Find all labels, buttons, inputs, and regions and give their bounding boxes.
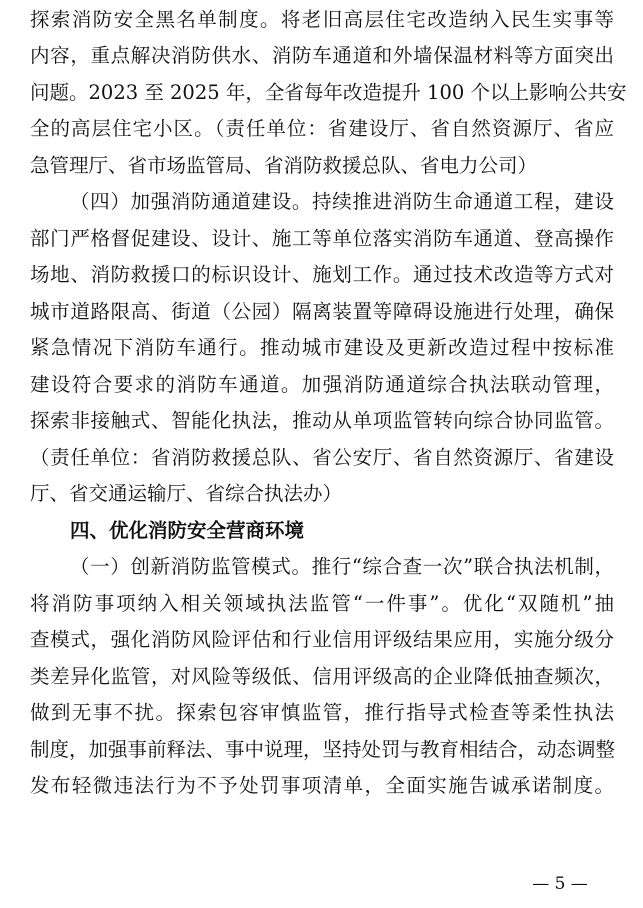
paragraph-line: 建设符合要求的消防车通道。加强消防通道综合执法联动管理， [30, 373, 614, 396]
paragraph-line: 探索非接触式、智能化执法，推动从单项监管转向综合协同监管。 [30, 409, 614, 432]
paragraph-line: 探索消防安全黑名单制度。将老旧高层住宅改造纳入民生实事等 [30, 8, 614, 31]
paragraph-line: 全的高层住宅小区。（责任单位：省建设厅、省自然资源厅、省应 [30, 117, 614, 140]
paragraph-line: 做到无事不扰。探索包容审慎监管，推行指导式检查等柔性执法 [30, 701, 614, 724]
paragraph-line: （一）创新消防监管模式。推行“综合查一次”联合执法机制， [70, 555, 614, 578]
paragraph-line: 内容，重点解决消防供水、消防车通道和外墙保温材料等方面突出 [30, 44, 614, 67]
paragraph-line: 部门严格督促建设、设计、施工等单位落实消防车通道、登高操作 [30, 227, 614, 250]
paragraph-line: 场地、消防救援口的标识设计、施划工作。通过技术改造等方式对 [30, 263, 614, 286]
paragraph-line: 制度，加强事前释法、事中说理，坚持处罚与教育相结合，动态调整 [30, 738, 616, 761]
section-heading: 四、优化消防安全营商环境 [70, 519, 305, 542]
paragraph-line: 紧急情况下消防车通行。推动城市建设及更新改造过程中按标准 [30, 336, 614, 359]
paragraph-line: （责任单位：省消防救援总队、省公安厅、省自然资源厅、省建设 [30, 446, 614, 469]
paragraph-line: （四）加强消防通道建设。持续推进消防生命通道工程，建设 [70, 190, 614, 213]
paragraph-line: 类差异化监管，对风险等级低、信用评级高的企业降低抽查频次， [30, 665, 614, 688]
paragraph-line: 厅、省交通运输厅、省综合执法办） [30, 482, 343, 505]
paragraph-line: 查模式，强化消防风险评估和行业信用评级结果应用，实施分级分 [30, 628, 614, 651]
paragraph-line: 发布轻微违法行为不予处罚事项清单，全面实施告诚承诺制度。 [30, 774, 614, 797]
page-number: — 5 — [532, 874, 588, 894]
paragraph-line: 将消防事项纳入相关领域执法监管“一件事”。优化“双随机”抽 [30, 592, 614, 615]
paragraph-line: 急管理厅、省市场监管局、省消防救援总队、省电力公司） [30, 154, 538, 177]
paragraph-line: 城市道路限高、街道（公园）隔离装置等障碍设施进行处理，确保 [30, 300, 614, 323]
paragraph-line: 问题。2023 至 2025 年，全省每年改造提升 100 个以上影响公共安 [30, 81, 627, 104]
